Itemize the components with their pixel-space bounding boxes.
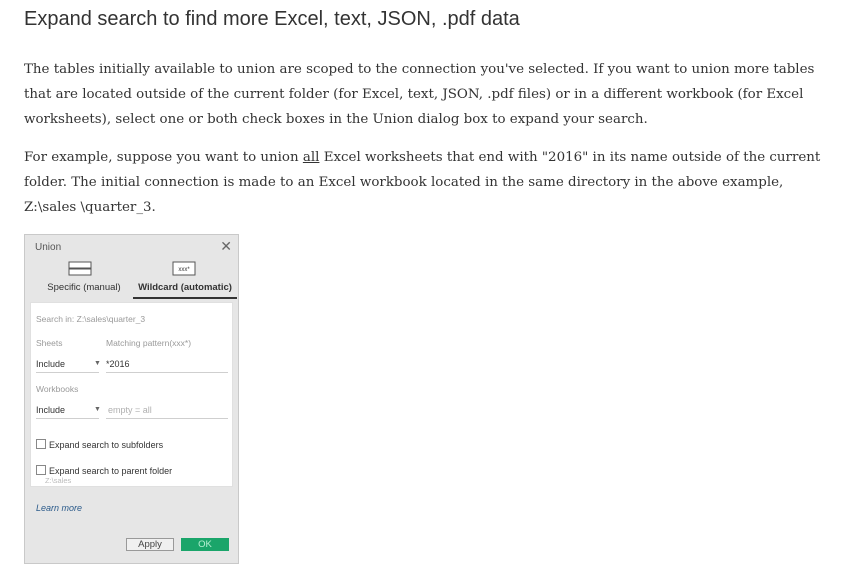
expand-parent-label: Expand search to parent folder xyxy=(49,466,173,476)
tab-specific-label: Specific (manual) xyxy=(47,282,121,293)
intro-paragraph: The tables initially available to union are scoped to the connection you've selected. If you want to union more tables that are located outside of the current folder (for Excel, text, JSON, .pdf files) or in a different workbook (for Excel worksheets), select one or both check boxes in the Union dialog box to expand your search. xyxy=(24,62,815,127)
workbooks-pattern-input[interactable]: empty = all xyxy=(108,405,152,415)
chevron-down-icon[interactable]: ▼ xyxy=(94,360,101,367)
tab-wildcard-label: Wildcard (automatic) xyxy=(138,282,232,293)
example-paragraph xyxy=(24,145,836,220)
sheets-include-select[interactable]: Include xyxy=(36,359,66,369)
sheets-pattern-input[interactable]: *2016 xyxy=(106,359,130,369)
tab-wildcard-automatic[interactable] xyxy=(133,259,237,299)
checkbox-icon xyxy=(36,465,46,475)
matching-pattern-label: Matching pattern(xxx*) xyxy=(106,338,192,348)
example-text-after: Excel worksheets that end with "2016" in its name outside of the current folder. The initial connection is made to an Excel workbook located in the same directory in the above example, Z:\sales \quarter_3. xyxy=(24,150,821,215)
tab-specific-manual[interactable] xyxy=(39,259,129,297)
workbooks-include-select[interactable]: Include xyxy=(36,405,66,415)
page-heading: Expand search to find more Excel, text, JSON, .pdf data xyxy=(24,8,520,30)
parent-folder-path: Z:\sales xyxy=(45,476,72,485)
close-icon[interactable]: ✕ xyxy=(220,238,232,254)
wildcard-panel xyxy=(30,302,233,487)
example-text-underlined: all xyxy=(302,150,320,165)
dialog-title: Union xyxy=(35,242,62,253)
expand-subfolders-label: Expand search to subfolders xyxy=(49,440,164,450)
example-text-before: For example, suppose you want to union xyxy=(24,150,303,165)
ok-button[interactable]: OK xyxy=(181,538,229,551)
learn-more-link[interactable]: Learn more xyxy=(36,503,83,513)
expand-subfolders-checkbox[interactable] xyxy=(36,439,163,450)
chevron-down-icon[interactable]: ▼ xyxy=(94,406,101,413)
checkbox-icon xyxy=(36,439,46,449)
apply-button[interactable]: Apply xyxy=(126,538,174,551)
workbooks-pattern-underline xyxy=(106,418,228,419)
sheets-pattern-underline xyxy=(106,372,228,373)
wildcard-icon-text: xxx* xyxy=(178,267,190,273)
wildcard-icon xyxy=(172,261,196,276)
expand-parent-checkbox[interactable] xyxy=(36,465,172,476)
search-in-path: Search in: Z:\sales\quarter_3 xyxy=(36,314,146,324)
table-stack-icon xyxy=(68,261,92,276)
union-dialog xyxy=(24,234,239,564)
sheets-label: Sheets xyxy=(36,338,63,348)
workbooks-include-underline xyxy=(36,418,99,419)
workbooks-label: Workbooks xyxy=(36,384,79,394)
sheets-include-underline xyxy=(36,372,99,373)
